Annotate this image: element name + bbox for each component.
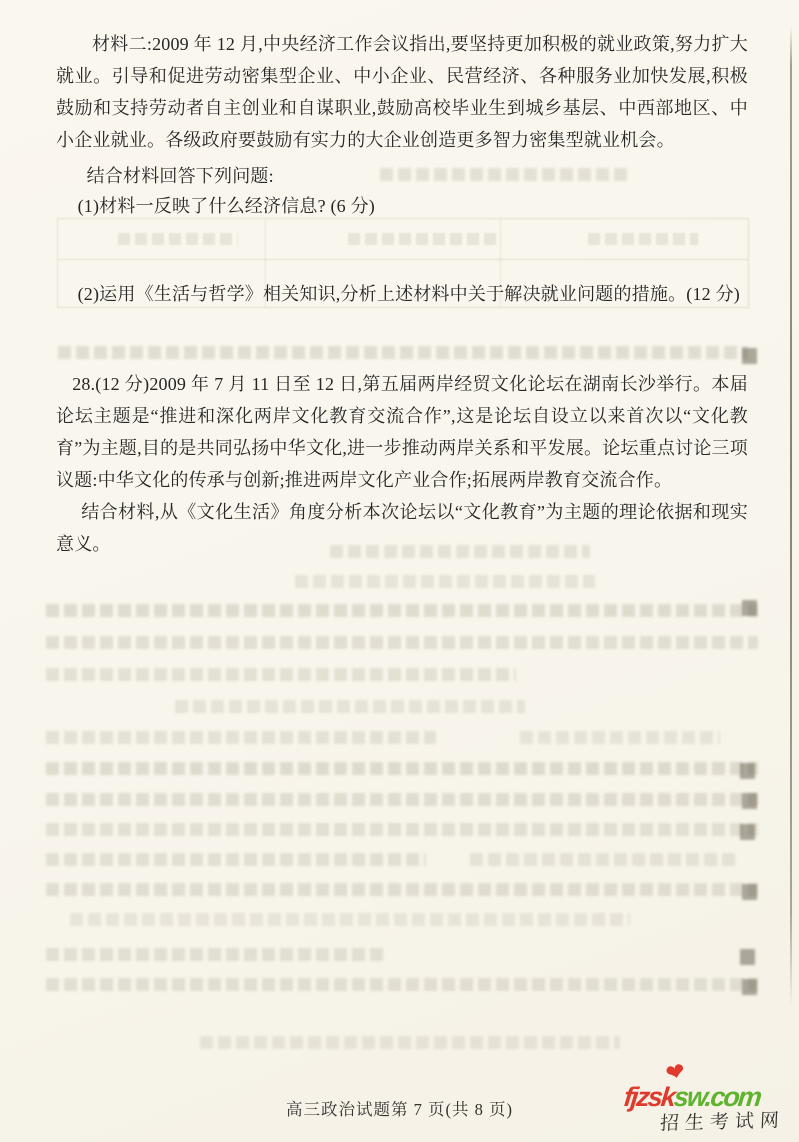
watermark-logo-green: sw.com xyxy=(672,1082,762,1112)
bleedthrough-text-line xyxy=(295,575,595,588)
watermark-logo-red: fjzsk xyxy=(622,1082,676,1112)
heart-icon: ❤ xyxy=(663,1058,689,1088)
bleedthrough-table-text xyxy=(118,233,238,245)
site-watermark xyxy=(622,1058,799,1140)
bleedthrough-table-line xyxy=(58,259,748,260)
bleedthrough-table-text xyxy=(348,233,498,245)
bleedthrough-mark xyxy=(740,824,755,840)
bleedthrough-text-line xyxy=(46,948,386,961)
bleedthrough-text-line xyxy=(46,604,758,617)
bleedthrough-text-line xyxy=(46,853,426,866)
bleedthrough-table-text xyxy=(588,233,698,245)
question-1: (1)材料一反映了什么经济信息? (6 分) xyxy=(77,196,375,216)
bleedthrough-text-line xyxy=(58,346,748,359)
material-two-paragraph: 材料二:2009 年 12 月,中央经济工作会议指出,要坚持更加积极的就业政策,努力扩大就业。引导和促进劳动密集型企业、中小企业、民营经济、各种服务业加快发展,积极鼓励和支持劳动者自主创业和自谋职业,鼓励高校毕业生到城乡基层、中西部地区、中小企业就业。各级政府要鼓励有实力的大企业创造更多智力密集型就业机会。 xyxy=(56,34,748,150)
bleedthrough-text-line xyxy=(175,700,525,713)
bleedthrough-text-line xyxy=(46,823,758,836)
bleedthrough-mark xyxy=(742,884,757,900)
bleedthrough-text-line xyxy=(46,668,516,681)
bleedthrough-text-line xyxy=(70,913,630,926)
bleedthrough-text-line xyxy=(46,883,758,896)
bleedthrough-text-line xyxy=(46,731,436,744)
bleedthrough-mark xyxy=(742,793,757,809)
bleedthrough-text-line xyxy=(46,762,758,775)
bleedthrough-text-line xyxy=(470,853,740,866)
question-2: (2)运用《生活与哲学》相关知识,分析上述材料中关于解决就业问题的措施。(12 分) xyxy=(77,284,740,304)
bleedthrough-mark xyxy=(740,949,755,965)
bleedthrough-mark xyxy=(742,979,757,995)
bleedthrough-text-line xyxy=(46,636,758,649)
question-28-paragraph: 28.(12 分)2009 年 7 月 11 日至 12 日,第五届两岸经贸文化论坛在湖南长沙举行。本届论坛主题是“推进和深化两岸文化教育交流合作”,这是论坛自设立以来首次以“文化教育”为主题,目的是共同弘扬中华文化,进一步推动两岸关系和平发展。论坛重点讨论三项议题:中华文化的传承与创新;推进两岸文化产业合作;拓展两岸教育交流合作。 xyxy=(56,374,748,490)
question-28-task: 结合材料,从《文化生活》角度分析本次论坛以“文化教育”为主题的理论依据和现实意义。 xyxy=(56,502,748,554)
questions-intro-line: 结合材料回答下列问题: xyxy=(86,166,274,186)
bleedthrough-mark xyxy=(742,348,757,364)
bleedthrough-text-line xyxy=(46,793,758,806)
bleedthrough-text-line xyxy=(46,978,758,991)
watermark-site-name: 招生考试网 xyxy=(659,1110,786,1135)
bleedthrough-text-line xyxy=(200,1036,620,1049)
bleedthrough-mark xyxy=(742,600,757,616)
bleedthrough-text-line xyxy=(520,731,720,744)
page-number-footer: 高三政治试题第 7 页(共 8 页) xyxy=(286,1100,513,1119)
scan-edge-line xyxy=(790,26,792,1008)
bleedthrough-mark xyxy=(740,763,755,779)
